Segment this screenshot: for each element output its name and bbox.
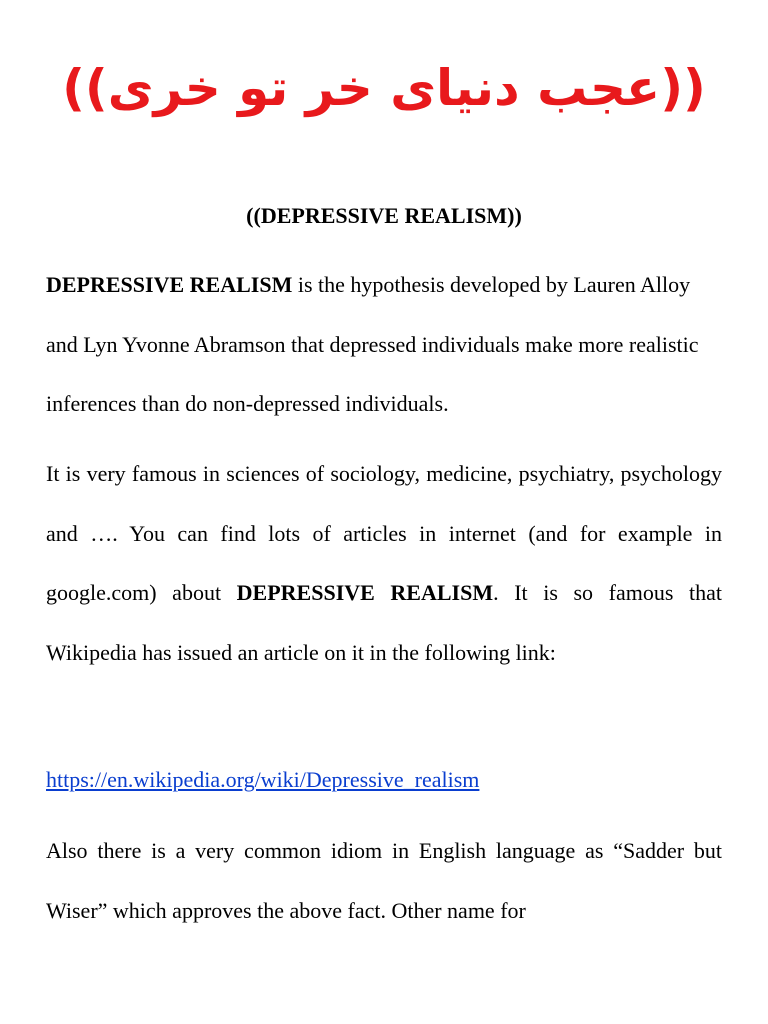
bold-term: DEPRESSIVE REALISM [236, 580, 494, 605]
paragraph-text: . It is so famous that Wikipedia has issued an article on it in the following link: [46, 580, 722, 665]
paragraph-definition [46, 255, 722, 434]
paragraph-fame [46, 444, 722, 682]
paragraph-text: Also there is a very common idiom in English language as “Sadder but Wiser” which approves the above fact. Other name for [46, 838, 722, 923]
bold-term: DEPRESSIVE REALISM [46, 272, 293, 297]
paragraph-text: is the hypothesis developed by Lauren Alloy and Lyn Yvonne Abramson that depressed individuals make more realistic inferences than do non-depressed individuals. [46, 272, 699, 416]
paragraph-text: It is very famous in sciences of sociology, medicine, psychiatry, psychology and …. You can find lots of articles in internet (and for example in google.com) about [46, 461, 722, 605]
paragraph-idiom [46, 821, 722, 940]
section-heading: ((DEPRESSIVE REALISM)) [246, 203, 522, 228]
link-line [46, 760, 479, 800]
page-title: ((عجب دنیای خر تو خری)) [62, 59, 706, 117]
wikipedia-link[interactable]: https://en.wikipedia.org/wiki/Depressive_realism [46, 767, 480, 792]
